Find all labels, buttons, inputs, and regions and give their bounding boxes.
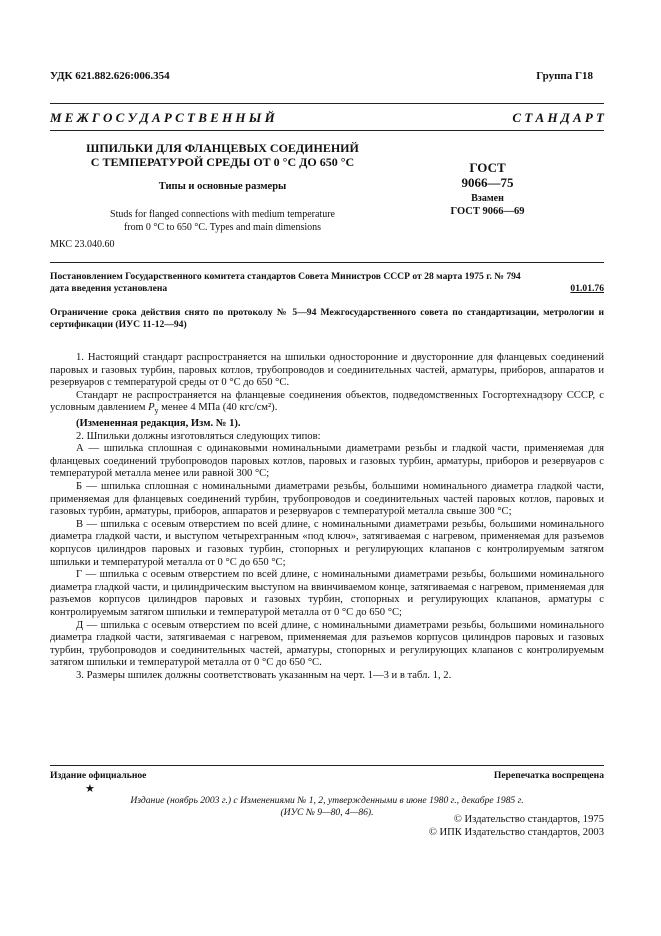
- udk-code: УДК 621.882.626:006.354: [50, 70, 170, 82]
- top-rule: [50, 103, 604, 104]
- restriction-note: Ограничение срока действия снято по протоколу № 5—94 Межгосударственного совета по стандартизации, метрологии и сертификации (ИУС 11-12—94): [50, 307, 604, 330]
- replaces-gost: ГОСТ 9066—69: [450, 206, 525, 217]
- copyright-2003: © ИПК Издательство стандартов, 2003: [428, 826, 604, 838]
- amendment-note: (Измененная редакция, Изм. № 1).: [76, 418, 241, 430]
- decree-intro-date-label: дата введения установлена: [50, 283, 168, 294]
- banner-word-interstate: М Е Ж Г О С У Д А Р С Т В Е Н Н Ы Й: [50, 110, 275, 125]
- star-icon: ★: [85, 783, 95, 795]
- title-en-line1: Studs for flanged connections with medium temperature: [110, 209, 335, 220]
- type-v: В — шпилька с осевым отверстием по всей длине, с номинальными диаметрами резьбы, большими номинального диаметра гладкой части, и выступом четырехгранным «под ключ», затягиваемая с нагревом, применяемая для разъемов корпусов цилиндров паровых и газовых турбин, стопорных и регулирующих клапанов с контролируемым затягом шпильки и температурой металла от 0 °С до 650 °С;: [50, 518, 604, 568]
- replaces-label: Взамен: [471, 193, 504, 204]
- copyright-block: [429, 814, 604, 839]
- title-en-line2: from 0 °C to 650 °C. Types and main dimensions: [123, 222, 322, 233]
- decree-intro-date: 01.01.76: [570, 283, 604, 294]
- banner-bottom-rule: [50, 130, 604, 131]
- copyright-1975: © Издательство стандартов, 1975: [453, 814, 604, 825]
- type-d: Д — шпилька с осевым отверстием по всей длине, с номинальными диаметрами резьбы, большими номинального диаметра гладкой части, затягиваемая с нагревом, применяемая для разъемов корпусов цилиндров паровых и газовых турбин, трубопроводов и соединительных частей, арматуры, стопорных и регулирующих клапанов с контролируемым затягом шпильки и температурой металла от 0 °С до 650 °С.: [50, 619, 604, 669]
- main-text: [50, 352, 604, 683]
- gost-block: [430, 160, 545, 217]
- pressure-symbol: P: [148, 402, 155, 414]
- standard-banner: [50, 110, 604, 126]
- footer-rule: [50, 765, 604, 766]
- edition-line2: (ИУС № 9—80, 4—86).: [280, 807, 374, 818]
- mks-code: МКС 23.040.60: [50, 239, 115, 250]
- paragraph-3: 3. Размеры шпилек должны соответствовать указанным на черт. 1—3 и в табл. 1, 2.: [76, 669, 452, 681]
- paragraph-1: 1. Настоящий стандарт распространяется на шпильки односторонние и двусторонние для фланцевых соединений паровых и газовых турбин, паровых котлов, трубопроводов и соединительных частей, арматуры, приборов, аппаратов и резервуаров с температурой среды от 0 °С до 650 °С.: [50, 352, 604, 389]
- decree-rule: [50, 262, 604, 263]
- gost-number: 9066—75: [461, 175, 514, 190]
- type-a: А — шпилька сплошная с одинаковыми номинальными диаметрами резьбы и гладкой части, применяемая для фланцевых соединений трубопроводов паровых котлов, паровых и газовых турбин, арматуры, приборов и резервуаров с температурой металла менее или равной 300 °С;: [50, 443, 604, 480]
- paragraph-types-intro: 2. Шпильки должны изготовляться следующих типов:: [76, 430, 321, 442]
- type-b: Б — шпилька сплошная с номинальными диаметрами резьбы, большими номинального диаметра гладкой части, применяемая для фланцевых соединений турбин, трубопроводов и соединительных частей паровых котлов, паровых и газовых турбин, арматуры, приборов, аппаратов и резервуаров с температурой металла свыше 300 °С;: [50, 481, 604, 518]
- banner-word-standard: С Т А Н Д А Р Т: [512, 110, 604, 125]
- pressure-subscript: y: [154, 406, 159, 416]
- reprint-prohibited: Перепечатка воспрещена: [493, 770, 604, 781]
- decree-line1: Постановлением Государственного комитета стандартов Совета Министров СССР от 28 марта 1975 г. № 794: [50, 271, 521, 282]
- title-ru-line1: ШПИЛЬКИ ДЛЯ ФЛАНЦЕВЫХ СОЕДИНЕНИЙ: [86, 141, 359, 155]
- decree-block: [50, 271, 604, 295]
- group-code: Группа Г18: [536, 70, 593, 82]
- gost-label: ГОСТ: [469, 160, 506, 175]
- title-block: [60, 141, 385, 234]
- subtitle: Типы и основные размеры: [158, 181, 287, 192]
- official-edition: Издание официальное: [50, 770, 147, 781]
- paragraph-2: Стандарт не распространяется на фланцевые соединения объектов, подведомственных Госгортехнадзору СССР, с условным давлением $P_y$ менее 4 МПа (40 кгс/см²).: [50, 389, 604, 416]
- type-g: Г — шпилька с осевым отверстием по всей длине, с номинальными диаметрами резьбы, большими номинального диаметра гладкой части, и цилиндрическим выступом на ввинчиваемом конце, затягиваемая с нагревом, применяемая для разъемов корпусов цилиндров паровых и газовых турбин, стопорных и регулирующих клапанов, арматуры с контролируемым затягом шпильки и температурой металла от 0 °С до 650 °С;: [50, 569, 604, 618]
- edition-line1: Издание (ноябрь 2003 г.) с Изменениями № 1, 2, утвержденными в июне 1980 г., декабре 1985 г.: [130, 795, 524, 806]
- title-ru-line2: С ТЕМПЕРАТУРОЙ СРЕДЫ ОТ 0 °С ДО 650 °С: [90, 155, 355, 169]
